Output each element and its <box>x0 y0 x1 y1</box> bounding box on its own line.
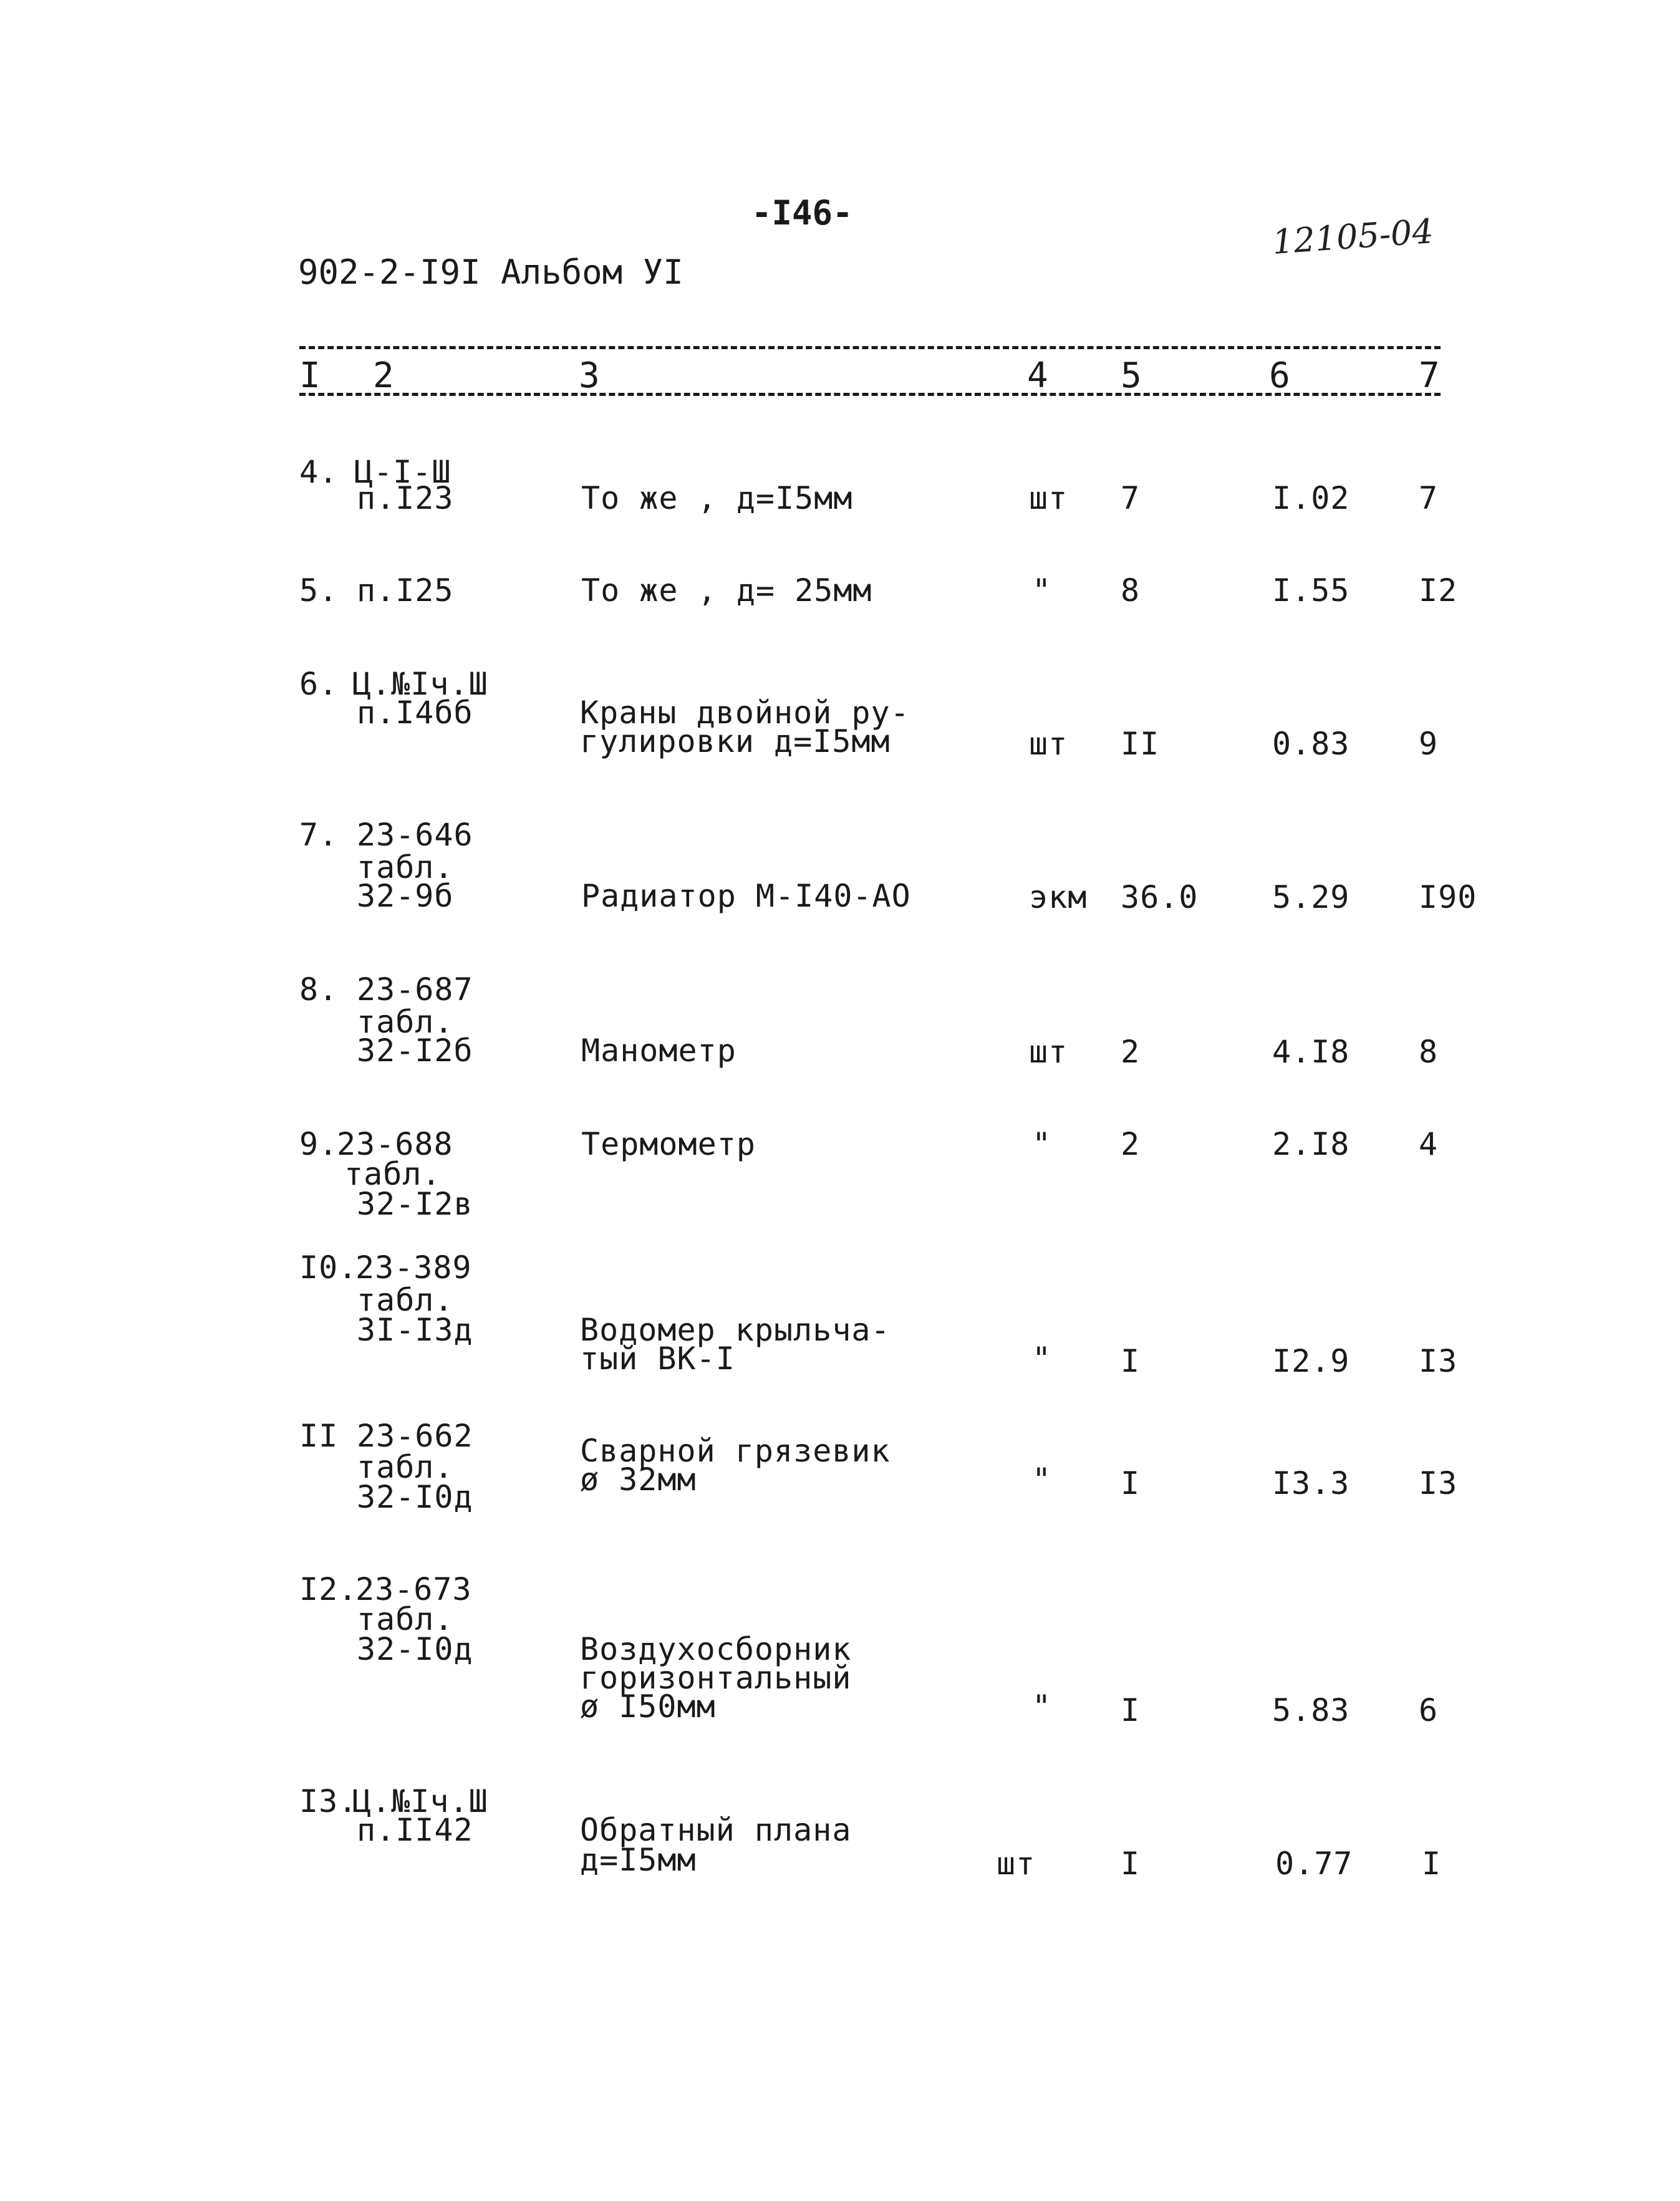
row-6-price: 0.83 <box>1272 726 1350 762</box>
row-4-total: 7 <box>1419 480 1439 516</box>
row-6-ref-line-1: Ц.№Iч.Ш <box>352 666 488 702</box>
row-9-ref-line-2: табл. <box>344 1156 442 1192</box>
row-10-ref-line-2: табл. <box>357 1282 454 1318</box>
row-12-desc-line-2: горизонтальный <box>580 1660 852 1696</box>
row-10-price: I2.9 <box>1272 1343 1350 1379</box>
column-number-1: I <box>299 355 321 396</box>
row-11-total: I3 <box>1419 1465 1458 1501</box>
row-11-ref-line-2: табл. <box>357 1449 454 1485</box>
row-11-qty: I <box>1121 1465 1141 1501</box>
row-8-total: 8 <box>1419 1034 1439 1070</box>
row-12-desc-line-3: ø I50мм <box>580 1688 716 1725</box>
row-10-total: I3 <box>1419 1343 1458 1379</box>
row-8-ref-line-2: табл. <box>357 1004 454 1040</box>
row-6-total: 9 <box>1419 726 1439 762</box>
row-13-ref-line-1: Ц.№Iч.Ш <box>352 1783 488 1819</box>
column-number-7: 7 <box>1419 355 1440 396</box>
row-9-number: 9. <box>299 1126 339 1162</box>
row-11-ref-line-1: 23-662 <box>357 1418 473 1454</box>
row-5-qty: 8 <box>1121 572 1141 609</box>
row-10-qty: I <box>1121 1343 1141 1379</box>
row-9-price: 2.I8 <box>1272 1126 1350 1162</box>
row-12-ref-line-3: 32-I0д <box>357 1631 473 1667</box>
row-7-price: 5.29 <box>1272 879 1350 915</box>
column-number-5: 5 <box>1121 355 1142 396</box>
column-number-3: 3 <box>579 355 600 396</box>
row-12-ref-line-1: 23-673 <box>355 1571 472 1607</box>
row-9-ref-line-1: 23-688 <box>337 1126 453 1162</box>
row-10-unit: " <box>1032 1341 1052 1377</box>
row-11-number: II <box>299 1418 339 1454</box>
row-5-unit: " <box>1032 572 1052 609</box>
row-8-ref-line-3: 32-I2б <box>357 1033 473 1069</box>
row-10-desc-line-1: Водомер крыльча- <box>580 1312 891 1348</box>
column-number-6: 6 <box>1269 355 1290 396</box>
column-number-2: 2 <box>373 355 394 396</box>
row-9-total: 4 <box>1419 1126 1439 1162</box>
row-4-ref-line-1: Ц-I-Ш <box>354 454 451 490</box>
row-8-unit: шт <box>1029 1034 1068 1070</box>
row-12-unit: " <box>1032 1688 1052 1725</box>
page-number: -I46- <box>751 193 853 233</box>
row-8-ref-line-1: 23-687 <box>357 971 473 1008</box>
row-13-total: I <box>1422 1846 1442 1882</box>
row-13-number: I3. <box>299 1783 358 1819</box>
row-6-qty: II <box>1121 726 1160 762</box>
row-5-number: 5. <box>299 572 339 609</box>
row-7-ref-line-1: 23-646 <box>357 817 473 853</box>
row-4-qty: 7 <box>1121 480 1141 516</box>
row-11-desc-line-1: Сварной грязевик <box>580 1433 891 1469</box>
row-10-number: I0. <box>299 1250 358 1286</box>
row-12-qty: I <box>1121 1692 1141 1728</box>
header-rule-top <box>299 346 1441 349</box>
row-13-unit: шт <box>997 1846 1036 1882</box>
row-6-desc-line-2: гулировки д=I5мм <box>580 723 891 759</box>
row-4-unit: шт <box>1029 480 1068 516</box>
row-9-qty: 2 <box>1121 1126 1141 1162</box>
row-13-desc-line-2: д=I5мм <box>580 1842 697 1878</box>
row-5-ref-line-1: п.I25 <box>357 572 454 609</box>
row-7-ref-line-3: 32-9б <box>357 878 454 914</box>
row-13-desc-line-1: Обратный плана <box>580 1812 852 1848</box>
row-8-price: 4.I8 <box>1272 1034 1350 1070</box>
row-11-ref-line-3: 32-I0д <box>357 1479 473 1515</box>
row-7-qty: 36.0 <box>1121 879 1199 915</box>
row-5-total: I2 <box>1419 572 1458 609</box>
row-7-unit: экм <box>1029 879 1088 915</box>
row-9-unit: " <box>1032 1126 1052 1162</box>
row-5-desc: То же , д= 25мм <box>581 572 872 609</box>
row-8-qty: 2 <box>1121 1034 1141 1070</box>
row-7-number: 7. <box>299 817 339 853</box>
row-7-total: I90 <box>1419 879 1477 915</box>
row-4-price: I.02 <box>1272 480 1350 516</box>
row-8-desc: Манометр <box>581 1033 736 1069</box>
row-5-price: I.55 <box>1272 572 1350 609</box>
column-number-4: 4 <box>1027 355 1048 396</box>
row-10-desc-line-2: тый ВК-I <box>580 1341 735 1377</box>
row-6-number: 6. <box>299 666 339 702</box>
row-4-number: 4. <box>299 454 339 490</box>
row-10-ref-line-3: 3I-I3д <box>357 1312 473 1348</box>
row-11-unit: " <box>1032 1462 1052 1498</box>
row-11-price: I3.3 <box>1272 1465 1350 1501</box>
row-6-unit: шт <box>1029 726 1068 762</box>
row-12-price: 5.83 <box>1272 1692 1350 1728</box>
row-12-total: 6 <box>1419 1692 1439 1728</box>
row-12-ref-line-2: табл. <box>357 1601 454 1637</box>
row-7-ref-line-2: табл. <box>357 849 454 885</box>
row-13-price: 0.77 <box>1275 1846 1353 1882</box>
row-9-ref-line-3: 32-I2в <box>357 1186 473 1222</box>
row-12-desc-line-1: Воздухосборник <box>580 1631 852 1667</box>
row-9-desc: Термометр <box>581 1126 756 1162</box>
row-11-desc-line-2: ø 32мм <box>580 1462 697 1498</box>
row-6-desc-line-1: Краны двойной ру- <box>580 695 910 731</box>
row-10-ref-line-1: 23-389 <box>355 1250 472 1286</box>
row-8-number: 8. <box>299 971 339 1008</box>
row-4-ref-line-2: п.I23 <box>357 480 454 516</box>
row-6-ref-line-2: п.I4бб <box>357 695 473 731</box>
row-7-desc: Радиатор М-I40-АО <box>581 878 911 914</box>
row-13-qty: I <box>1121 1846 1141 1882</box>
handwritten-note: 12105-04 <box>1271 211 1435 262</box>
document-code: 902-2-I9I Альбом УI <box>298 253 683 292</box>
row-12-number: I2. <box>299 1571 358 1607</box>
row-13-ref-line-2: п.II42 <box>357 1812 473 1848</box>
row-4-desc: То же , д=I5мм <box>581 480 853 516</box>
